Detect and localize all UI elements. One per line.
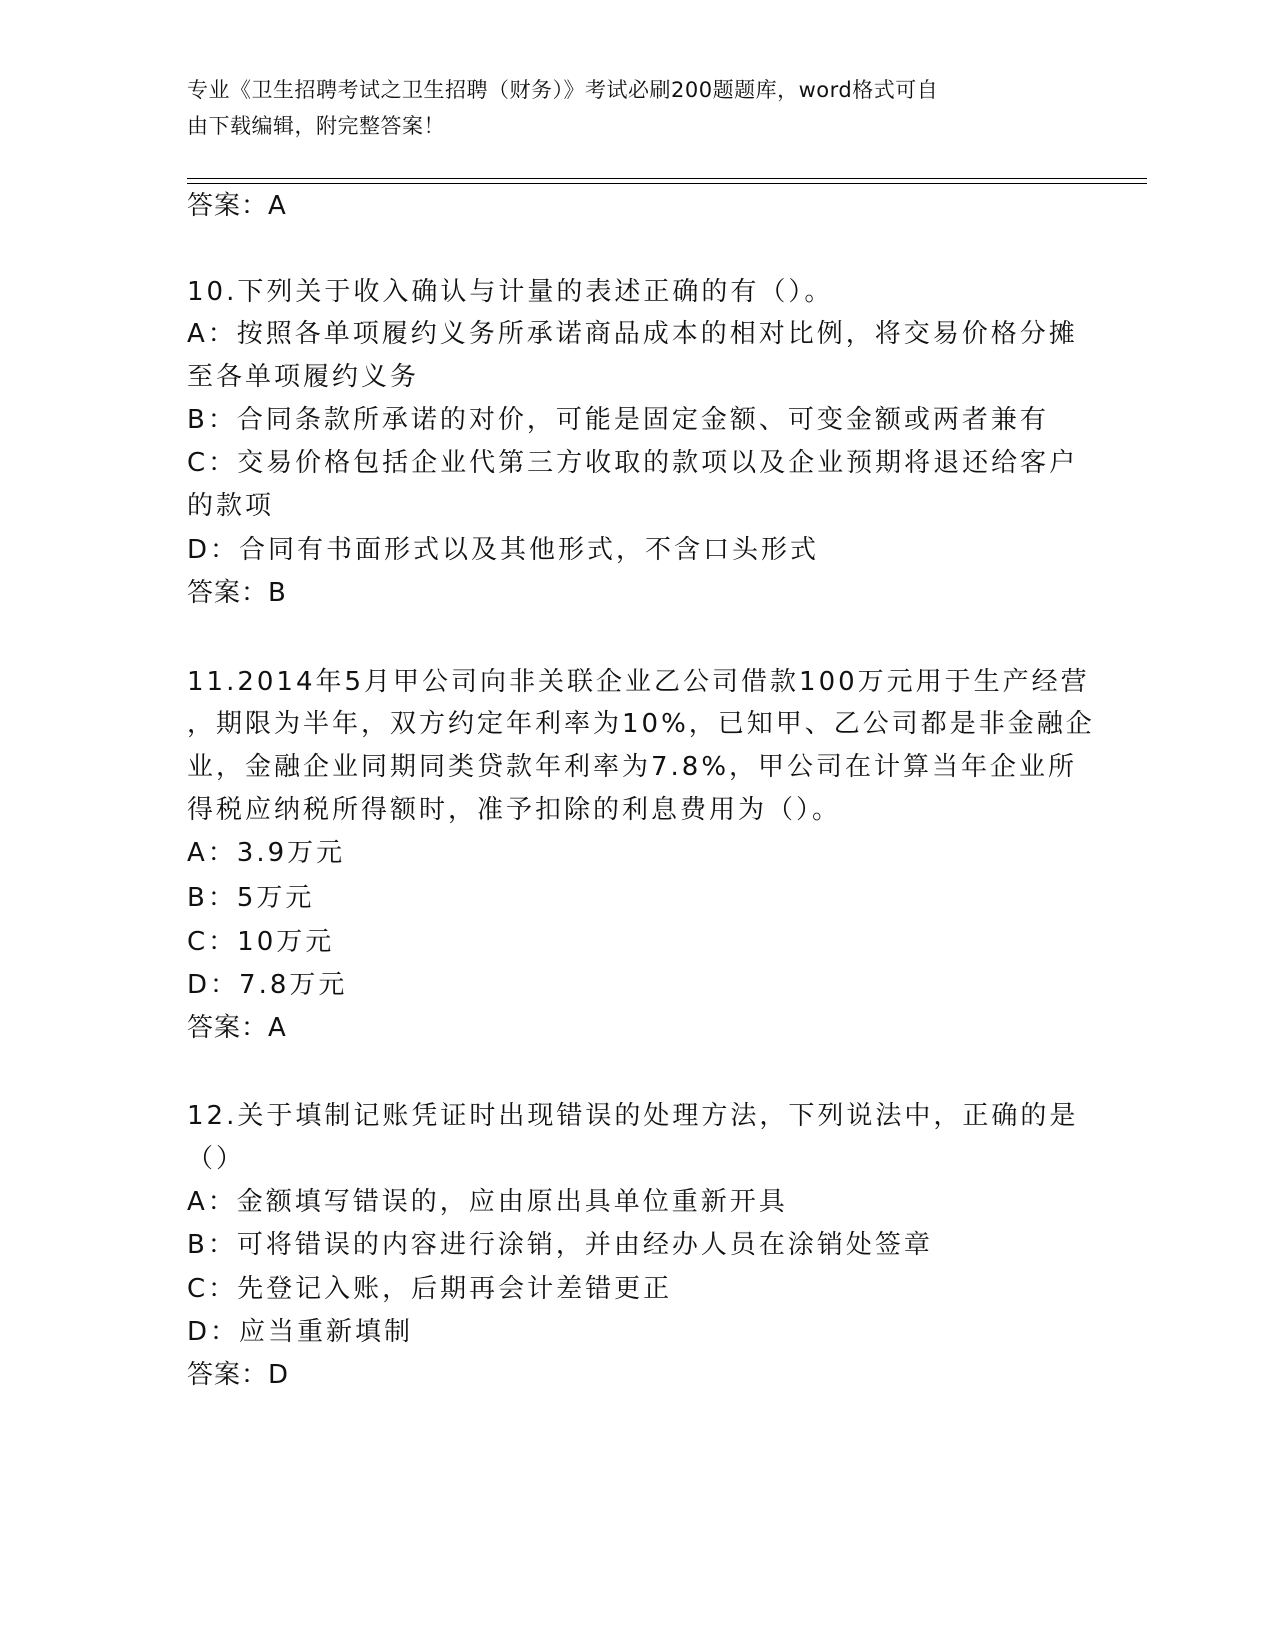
question-11-option-c: C：10万元 — [187, 927, 335, 957]
page-header — [187, 72, 1067, 144]
question-11-option-a: A：3.9万元 — [187, 838, 346, 868]
question-11-text-line-3: 业，金融企业同期同类贷款年利率为7.8%，甲公司在计算当年企业所 — [187, 752, 1078, 782]
question-10-option-c-line-2: 的款项 — [187, 491, 275, 521]
question-10-option-c-line-1: C：交易价格包括企业代第三方收取的款项以及企业预期将退还给客户 — [187, 448, 1079, 478]
question-10-answer: 答案：B — [187, 578, 287, 608]
question-11-option-d: D：7.8万元 — [187, 970, 348, 1000]
question-11-option-b: B：5万元 — [187, 883, 315, 913]
question-12-option-b: B：可将错误的内容进行涂销，并由经办人员在涂销处签章 — [187, 1230, 933, 1260]
header-divider-bottom — [187, 183, 1147, 184]
question-12-answer: 答案：D — [187, 1360, 290, 1390]
question-10-option-a-line-1: A：按照各单项履约义务所承诺商品成本的相对比例，将交易价格分摊 — [187, 319, 1078, 349]
question-11-text-line-4: 得税应纳税所得额时，准予扣除的利息费用为（）。 — [187, 795, 842, 825]
previous-answer: 答案：A — [187, 191, 287, 221]
question-12-option-d: D：应当重新填制 — [187, 1317, 414, 1347]
header-divider-top — [187, 178, 1147, 179]
question-11-answer: 答案：A — [187, 1013, 287, 1043]
question-12-text-line-1: 12.关于填制记账凭证时出现错误的处理方法，下列说法中，正确的是 — [187, 1101, 1079, 1131]
question-12-option-c: C：先登记入账，后期再会计差错更正 — [187, 1274, 673, 1304]
question-10-option-a-line-2: 至各单项履约义务 — [187, 362, 420, 392]
question-12-text-line-2: （） — [187, 1144, 246, 1174]
question-10-option-b: B：合同条款所承诺的对价，可能是固定金额、可变金额或两者兼有 — [187, 405, 1049, 435]
question-12-option-a: A：金额填写错误的，应由原出具单位重新开具 — [187, 1187, 788, 1217]
question-11-text-line-1: 11.2014年5月甲公司向非关联企业乙公司借款100万元用于生产经营 — [187, 667, 1090, 697]
question-11-text-line-2: ，期限为半年，双方约定年利率为10%，已知甲、乙公司都是非金融企 — [187, 709, 1095, 739]
header-line-2: 由下载编辑，附完整答案！ — [187, 114, 445, 138]
question-10-text: 10.下列关于收入确认与计量的表述正确的有（）。 — [187, 277, 834, 307]
header-line-1: 专业《卫生招聘考试之卫生招聘（财务）》考试必刷200题题库，word格式可自 — [187, 78, 939, 102]
question-10-option-d: D：合同有书面形式以及其他形式，不含口头形式 — [187, 535, 820, 565]
